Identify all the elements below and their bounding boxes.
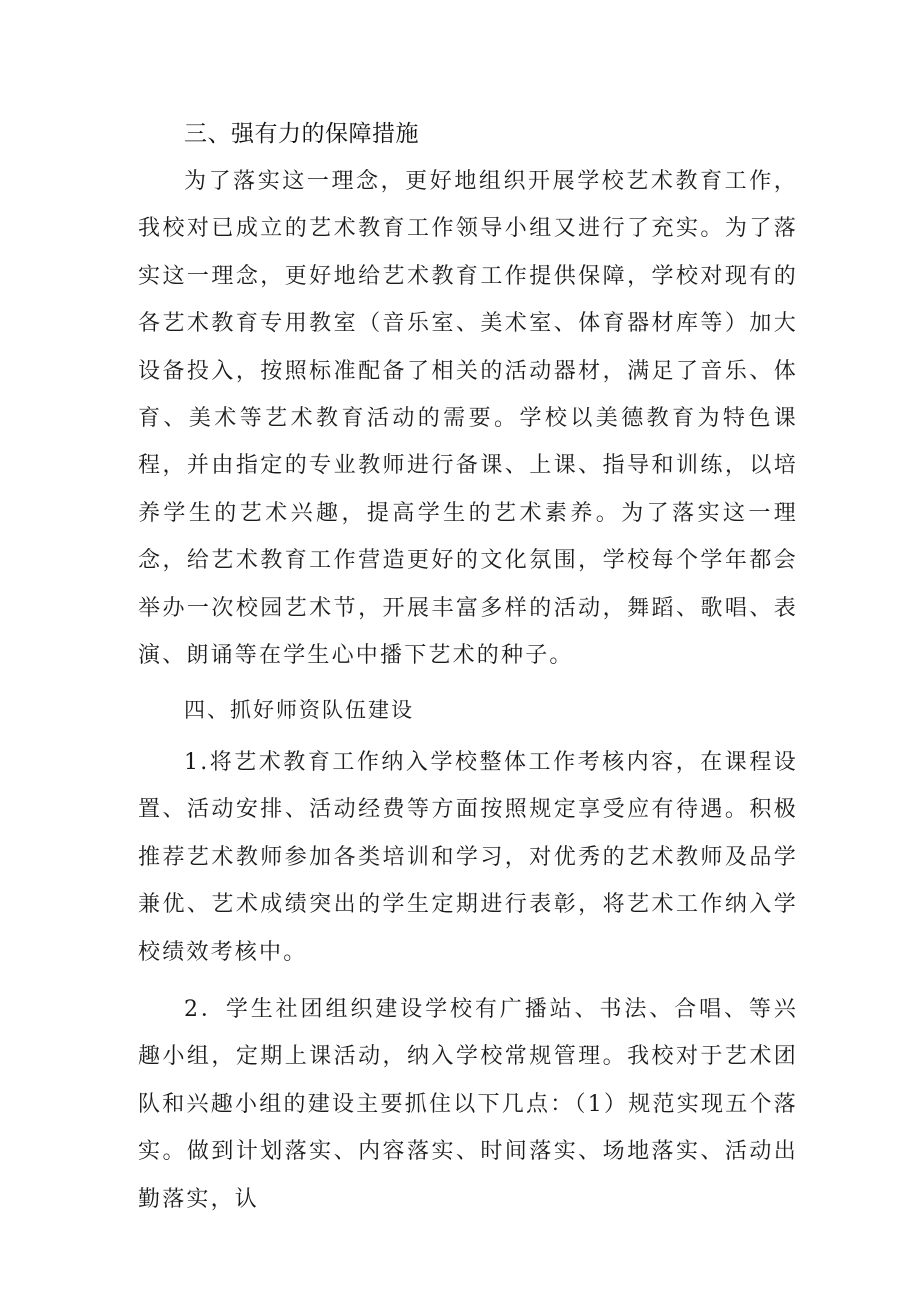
section-4-heading: 四、抓好师资队伍建设 (184, 698, 414, 723)
section-3-heading: 三、强有力的保障措施 (184, 121, 419, 147)
spacer (138, 679, 798, 683)
section-3-paragraph: 为了落实这一理念，更好地组织开展学校艺术教育工作，我校对已成立的艺术教育工作领导小组又进行了充实。为了落实这一理念，更好地给艺术教育工作提供保障，学校对现有的各艺术教育专用教室（音乐室、美术室、体育器材库等）加大设备投入，按照标准配备了相关的活动器材，满足了音乐、体育、美术等艺术教育活动的需要。学校以美德教育为特色课程，并由指定的专业教师进行备课、上课、指导和训练，以培养学生的艺术兴趣，提高学生的艺术素养。为了落实这一理念，给艺术教育工作营造更好的文化氛围，学校每个学年都会举办一次校园艺术节，开展丰富多样的活动，舞蹈、歌唱、表演、朗诵等在学生心中播下艺术的种子。 (138, 169, 798, 669)
section-4-item-1: 1.将艺术教育工作纳入学校整体工作考核内容，在课程设置、活动安排、活动经费等方面按照规定享受应有待遇。积极推荐艺术教师参加各类培训和学习，对优秀的艺术教师及品学兼优、艺术成绩突出的学生定期进行表彰，将艺术工作纳入学校绩效考核中。 (138, 749, 798, 965)
spacer (138, 976, 798, 986)
document-page (138, 110, 798, 1223)
section-4-item-2: 2．学生社团组织建设学校有广播站、书法、合唱、等兴趣小组，定期上课活动，纳入学校常规管理。我校对于艺术团队和兴趣小组的建设主要抓住以下几点：（1）规范实现五个落实。做到计划落实、内容落实、时间落实、场地落实、活动出勤落实，认 (138, 996, 798, 1212)
